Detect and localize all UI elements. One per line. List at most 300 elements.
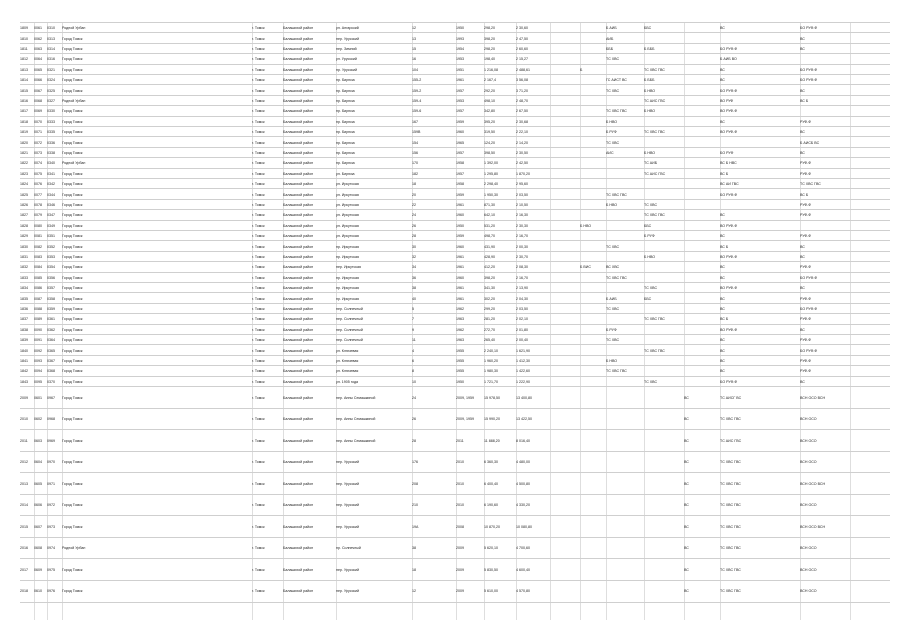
cell-id: 1833: [20, 275, 28, 280]
cell-district: Балашихой район: [283, 109, 314, 114]
cell-area: 431,90: [484, 244, 495, 249]
cell-price: 4 570,80: [516, 589, 530, 594]
cell-f2: Б РУФ: [606, 327, 617, 332]
cell-id: 1812: [20, 57, 28, 62]
cell-year: 2009: [456, 589, 464, 594]
cell-street: пр. Бирюза: [336, 119, 355, 124]
cell-year: 1959: [456, 234, 464, 239]
cell-price: 2 42,50: [516, 161, 528, 166]
cell-district: Балашихой район: [283, 57, 314, 62]
cell-n1: 0065: [34, 67, 42, 72]
cell-locality: г. Томск: [252, 140, 265, 145]
cell-year: 2009: [456, 546, 464, 551]
cell-year: 2010: [456, 481, 464, 486]
cell-street: ул. Иркутская: [336, 223, 359, 228]
cell-district: Балашихой район: [283, 223, 314, 228]
cell-locality: г. Томск: [252, 98, 265, 103]
cell-id: 1831: [20, 254, 28, 259]
cell-f2: ГС АИСТ ВС: [606, 78, 627, 83]
cell-price: 2 10,50: [516, 202, 528, 207]
cell-locality: г. Томск: [252, 202, 265, 207]
cell-locality: г. Томск: [252, 244, 265, 249]
cell-price: 2 16,70: [516, 275, 528, 280]
cell-price: 13 400,80: [516, 395, 532, 400]
cell-owner: Город Томск: [62, 78, 83, 83]
cell-locality: г. Томск: [252, 327, 265, 332]
cell-n2: 0314: [47, 46, 55, 51]
table-row: [20, 494, 890, 517]
cell-f3: ТС АИС ГВС: [644, 171, 666, 176]
cell-year: 1955: [456, 348, 464, 353]
cell-district: Балашихой район: [283, 88, 314, 93]
cell-f6: ВС: [800, 379, 805, 384]
cell-n1: 0604: [34, 460, 42, 465]
cell-n1: 0087: [34, 296, 42, 301]
cell-area: 2 240,10: [484, 348, 498, 353]
cell-area: 124,20: [484, 140, 495, 145]
cell-locality: г. Томск: [252, 524, 265, 529]
cell-district: Балашихой район: [283, 67, 314, 72]
cell-house: 176: [412, 460, 418, 465]
cell-f5: ВС: [720, 78, 725, 83]
cell-f5: ВС: [720, 275, 725, 280]
cell-f3: ББС: [644, 296, 652, 301]
cell-owner: Город Томск: [62, 57, 83, 62]
cell-price: 2 00,40: [516, 338, 528, 343]
cell-id: 1814: [20, 78, 28, 83]
cell-house: 156: [412, 150, 418, 155]
cell-f4: ВС: [684, 395, 689, 400]
cell-house: 32: [412, 254, 416, 259]
cell-year: 1961: [456, 78, 464, 83]
table-row: [20, 580, 890, 604]
cell-f5: ВО РУФ-Ф: [720, 254, 738, 259]
cell-area: 428,90: [484, 254, 495, 259]
cell-price: 2 488,61: [516, 67, 530, 72]
cell-f5: ТС ХВС ГВС: [720, 567, 741, 572]
cell-year: 1955: [456, 358, 464, 363]
table-row: [20, 386, 890, 409]
cell-f6: ВС: [800, 286, 805, 291]
cell-n1: 0071: [34, 130, 42, 135]
cell-f4: ВС: [684, 589, 689, 594]
cell-area: 5 830,50: [484, 567, 498, 572]
cell-owner: Город Томск: [62, 358, 83, 363]
cell-id: 1830: [20, 244, 28, 249]
cell-n2: 0973: [47, 524, 55, 529]
cell-year: 1957: [456, 171, 464, 176]
cell-year: 1957: [456, 88, 464, 93]
cell-locality: г. Томск: [252, 546, 265, 551]
cell-id: 1820: [20, 140, 28, 145]
cell-n1: 0076: [34, 182, 42, 187]
cell-house: 159-2: [412, 88, 422, 93]
cell-n2: 0969: [47, 438, 55, 443]
cell-year: 1953: [456, 57, 464, 62]
cell-price: 2 30,70: [516, 254, 528, 259]
cell-n1: 0082: [34, 244, 42, 249]
cell-f5: ВС Б: [720, 317, 729, 322]
cell-area: 281,20: [484, 317, 495, 322]
cell-area: 1 295,80: [484, 171, 498, 176]
cell-area: 198,40: [484, 57, 495, 62]
cell-house: 6: [412, 358, 414, 363]
cell-house: 12: [412, 589, 416, 594]
cell-price: 2 14,20: [516, 140, 528, 145]
cell-locality: г. Томск: [252, 192, 265, 197]
cell-id: 1809: [20, 26, 28, 31]
cell-f6: РУФ-Ф: [800, 296, 812, 301]
cell-district: Балашихой район: [283, 244, 314, 249]
cell-owner: Город Томск: [62, 109, 83, 114]
cell-area: 6 400,40: [484, 481, 498, 486]
cell-district: Балашихой район: [283, 524, 314, 529]
cell-n1: 0080: [34, 223, 42, 228]
cell-f5: ТС ХВС ГВС: [720, 503, 741, 508]
cell-price: 2 30,68: [516, 119, 528, 124]
cell-street: ул. Ангарский: [336, 26, 359, 31]
cell-price: 2 47,50: [516, 36, 528, 41]
cell-house: 22: [412, 202, 416, 207]
cell-n1: 0074: [34, 161, 42, 166]
cell-n1: 0069: [34, 109, 42, 114]
cell-n2: 0967: [47, 395, 55, 400]
cell-area: 5 620,10: [484, 546, 498, 551]
cell-year: 1960: [456, 213, 464, 218]
cell-locality: г. Томск: [252, 395, 265, 400]
cell-f3: Б НВО: [644, 150, 656, 155]
cell-year: 1950: [456, 223, 464, 228]
cell-f5: ВС: [720, 358, 725, 363]
cell-area: 10 870,20: [484, 524, 500, 529]
cell-district: Балашихой район: [283, 119, 314, 124]
cell-owner: Город Томск: [62, 481, 83, 486]
cell-district: Балашихой район: [283, 503, 314, 508]
cell-price: 8 016,40: [516, 438, 530, 443]
cell-district: Балашихой район: [283, 46, 314, 51]
cell-id: 1811: [20, 46, 28, 51]
cell-f2: Б АИБ: [606, 26, 617, 31]
cell-district: Балашихой район: [283, 130, 314, 135]
cell-locality: г. Томск: [252, 481, 265, 486]
cell-street: пер. Урусский: [336, 567, 359, 572]
cell-n2: 0352: [47, 244, 55, 249]
cell-house: 38: [412, 546, 416, 551]
cell-id: 1837: [20, 317, 28, 322]
cell-n1: 0610: [34, 589, 42, 594]
cell-district: Балашихой район: [283, 161, 314, 166]
cell-f5: ВО РУФ-Ф: [720, 327, 738, 332]
cell-n1: 0092: [34, 348, 42, 353]
table-row: [20, 537, 890, 560]
cell-price: 2 03,50: [516, 306, 528, 311]
cell-n2: 0316: [47, 57, 55, 62]
cell-owner: Город Томск: [62, 327, 83, 332]
cell-district: Балашихой район: [283, 460, 314, 465]
cell-f5: ВО РУФ: [720, 98, 734, 103]
cell-owner: Родной Урбан: [62, 98, 86, 103]
table-row: [20, 558, 890, 581]
cell-f6: ВСН ОСО ВСН: [800, 395, 826, 400]
cell-owner: Родной Урбан: [62, 546, 86, 551]
cell-locality: г. Томск: [252, 109, 265, 114]
cell-n2: 0365: [47, 348, 55, 353]
cell-f2: ТС ХВС ГВС: [606, 109, 627, 114]
cell-street: пер. Солнечный: [336, 317, 363, 322]
cell-f3: Б БББ: [644, 46, 655, 51]
cell-district: Балашихой район: [283, 36, 314, 41]
cell-id: 2010: [20, 417, 28, 422]
cell-f4: ВС: [684, 481, 689, 486]
cell-f5: БО РУФ-Ф: [720, 46, 738, 51]
cell-locality: г. Томск: [252, 223, 265, 228]
cell-year: 1954: [456, 46, 464, 51]
cell-area: 398,20: [484, 275, 495, 280]
cell-house: 18: [412, 567, 416, 572]
cell-f2: ТС ХВС: [606, 57, 620, 62]
cell-locality: г. Томск: [252, 46, 265, 51]
cell-locality: г. Томск: [252, 306, 265, 311]
cell-n2: 0351: [47, 234, 55, 239]
cell-price: 4 480,00: [516, 460, 530, 465]
cell-street: ул. Иркутская: [336, 234, 359, 239]
cell-f2: Б НВО: [606, 202, 618, 207]
cell-n1: 0089: [34, 317, 42, 322]
cell-owner: Город Томск: [62, 417, 83, 422]
cell-n1: 0066: [34, 78, 42, 83]
cell-owner: Город Томск: [62, 192, 83, 197]
cell-district: Балашихой район: [283, 338, 314, 343]
cell-f6: РУФ-Ф: [800, 358, 812, 363]
cell-n2: 0341: [47, 171, 55, 176]
cell-year: 1961: [456, 296, 464, 301]
cell-price: 1 621,90: [516, 348, 530, 353]
cell-district: Балашихой район: [283, 317, 314, 322]
cell-owner: Город Томск: [62, 171, 83, 176]
cell-f6: РУФ-Ф: [800, 161, 812, 166]
cell-street: пер. Урусский: [336, 524, 359, 529]
cell-f2: БББ: [606, 46, 614, 51]
cell-id: 1841: [20, 358, 28, 363]
cell-f6: ВС: [800, 88, 805, 93]
cell-f5: ВС Б НВС: [720, 161, 737, 166]
cell-area: 15 990,20: [484, 417, 500, 422]
cell-house: 210: [412, 503, 418, 508]
cell-f6: РУФ-Ф: [800, 119, 812, 124]
cell-f6: ВС Б: [800, 98, 809, 103]
cell-year: 1959: [456, 119, 464, 124]
cell-f2: Б НВО: [606, 358, 618, 363]
cell-house: 155-2: [412, 78, 422, 83]
cell-n1: 0062: [34, 36, 42, 41]
table-row: [20, 429, 890, 452]
cell-f2: Б АИБ: [606, 296, 617, 301]
cell-district: Балашихой район: [283, 327, 314, 332]
cell-district: Балашихой район: [283, 358, 314, 363]
cell-street: пр. Бирюза: [336, 78, 355, 83]
cell-id: 1839: [20, 338, 28, 343]
cell-locality: г. Томск: [252, 88, 265, 93]
cell-year: 1962: [456, 306, 464, 311]
cell-f6: РУФ-Ф: [800, 369, 812, 374]
cell-f5: ВС: [720, 119, 725, 124]
cell-f2: ТС ХВС ГВС: [606, 192, 627, 197]
cell-owner: Город Томск: [62, 275, 83, 280]
cell-district: Балашихой район: [283, 438, 314, 443]
cell-year: 1960: [456, 275, 464, 280]
cell-district: Балашихой район: [283, 296, 314, 301]
cell-owner: Город Томск: [62, 36, 83, 41]
cell-locality: г. Томск: [252, 78, 265, 83]
cell-price: 2 60,60: [516, 46, 528, 51]
cell-n2: 0974: [47, 546, 55, 551]
cell-year: 1957: [456, 109, 464, 114]
cell-f2: АИБ: [606, 36, 614, 41]
cell-street: пр. Иркутская: [336, 254, 359, 259]
cell-locality: г. Томск: [252, 275, 265, 280]
cell-f5: ВС: [720, 26, 725, 31]
cell-f4: ВС: [684, 503, 689, 508]
cell-owner: Город Томск: [62, 150, 83, 155]
cell-n2: 0336: [47, 140, 55, 145]
cell-year: 1950: [456, 26, 464, 31]
cell-street: пр. Бирюза: [336, 130, 355, 135]
cell-year: 1955: [456, 369, 464, 374]
cell-id: 1824: [20, 182, 28, 187]
cell-id: 1843: [20, 379, 28, 384]
cell-owner: Родной Урбан: [62, 161, 86, 166]
cell-price: 2 16,70: [516, 234, 528, 239]
cell-f6: БО РУФ-Ф: [800, 348, 818, 353]
cell-area: 412,20: [484, 265, 495, 270]
cell-price: 2 15,27: [516, 57, 528, 62]
cell-f2: ТС ХВС: [606, 338, 620, 343]
cell-street: пер. Урусский: [336, 460, 359, 465]
cell-locality: г. Томск: [252, 182, 265, 187]
cell-owner: Город Томск: [62, 567, 83, 572]
cell-year: 1960: [456, 130, 464, 135]
cell-district: Балашихой район: [283, 192, 314, 197]
cell-n2: 0310: [47, 26, 55, 31]
cell-f5: ТС ХВС ГВС: [720, 589, 741, 594]
cell-house: 16: [412, 57, 416, 62]
cell-n2: 0327: [47, 98, 55, 103]
cell-owner: Город Томск: [62, 460, 83, 465]
cell-year: 1993: [456, 36, 464, 41]
cell-f6: ВСН ОСО: [800, 589, 817, 594]
cell-area: 395,20: [484, 119, 495, 124]
cell-f6: РУФ-Ф: [800, 265, 812, 270]
cell-price: 2 00,30: [516, 244, 528, 249]
cell-district: Балашихой район: [283, 286, 314, 291]
cell-area: 298,20: [484, 26, 495, 31]
cell-f2: ТС ХВС ГВС: [606, 275, 627, 280]
cell-area: 398,50: [484, 150, 495, 155]
cell-street: пр. Бирюза: [336, 140, 355, 145]
cell-id: 1818: [20, 119, 28, 124]
cell-f5: ВС: [720, 306, 725, 311]
cell-area: 272,70: [484, 327, 495, 332]
cell-n1: 0093: [34, 358, 42, 363]
cell-n1: 0602: [34, 417, 42, 422]
cell-f5: Б АИБ ВО: [720, 57, 737, 62]
cell-locality: г. Томск: [252, 358, 265, 363]
cell-f3: Б БББ: [644, 78, 655, 83]
cell-f2: ТС ХВС: [606, 244, 620, 249]
cell-n1: 0061: [34, 26, 42, 31]
cell-locality: г. Томск: [252, 57, 265, 62]
cell-f5: ВС: [720, 296, 725, 301]
cell-f5: ВО РУФ-Ф: [720, 223, 738, 228]
cell-owner: Город Томск: [62, 369, 83, 374]
cell-f5: ВС: [720, 234, 725, 239]
cell-f3: Б НВО: [644, 254, 656, 259]
cell-id: 2009: [20, 395, 28, 400]
cell-locality: г. Томск: [252, 460, 265, 465]
cell-f5: БО РУФ-Ф: [720, 88, 738, 93]
cell-street: пр. Иркутская: [336, 286, 359, 291]
cell-street: пер. Солнечный: [336, 338, 363, 343]
cell-district: Балашихой район: [283, 369, 314, 374]
cell-n1: 0067: [34, 88, 42, 93]
cell-area: 1 721,70: [484, 379, 498, 384]
cell-id: 1834: [20, 286, 28, 291]
cell-n1: 0085: [34, 275, 42, 280]
cell-owner: Город Томск: [62, 46, 83, 51]
cell-price: 2 48,70: [516, 98, 528, 103]
cell-street: ул. Ключевая: [336, 358, 359, 363]
cell-f5: ТС ХВС ГВС: [720, 546, 741, 551]
spreadsheet-page: [20, 22, 890, 620]
cell-owner: Город Томск: [62, 317, 83, 322]
cell-id: 1821: [20, 150, 28, 155]
cell-f5: ТС ХВС ГВС: [720, 460, 741, 465]
cell-f6: ВС: [800, 150, 805, 155]
cell-year: 1951: [456, 67, 464, 72]
cell-house: 4: [412, 348, 414, 353]
cell-f6: РУФ-Ф: [800, 317, 812, 322]
cell-price: 2 95,60: [516, 182, 528, 187]
cell-id: 2018: [20, 589, 28, 594]
cell-f6: ТС ХВС ГВС: [800, 182, 821, 187]
cell-f6: ВСН ОСО: [800, 503, 817, 508]
cell-n2: 0359: [47, 306, 55, 311]
cell-price: 1 412,30: [516, 358, 530, 363]
cell-n1: 0605: [34, 481, 42, 486]
cell-owner: Город Томск: [62, 234, 83, 239]
cell-price: 2 03,50: [516, 192, 528, 197]
cell-n2: 0324: [47, 78, 55, 83]
cell-price: 2 13,90: [516, 286, 528, 291]
cell-f5: ТС АИСГ ВС: [720, 395, 742, 400]
cell-n2: 0362: [47, 327, 55, 332]
cell-price: 2 01,80: [516, 327, 528, 332]
cell-n2: 0335: [47, 130, 55, 135]
cell-n2: 0976: [47, 589, 55, 594]
cell-f6: РУФ-Ф: [800, 338, 812, 343]
cell-id: 1813: [20, 67, 28, 72]
cell-locality: г. Томск: [252, 417, 265, 422]
cell-f5: ВС: [720, 348, 725, 353]
cell-price: 2 22,10: [516, 130, 528, 135]
cell-area: 531,20: [484, 223, 495, 228]
cell-district: Балашихой район: [283, 546, 314, 551]
cell-house: 7: [412, 317, 414, 322]
cell-id: 2011: [20, 438, 28, 443]
cell-n2: 0361: [47, 317, 55, 322]
cell-area: 498,70: [484, 234, 495, 239]
cell-f6: ВСН ОСО: [800, 438, 817, 443]
